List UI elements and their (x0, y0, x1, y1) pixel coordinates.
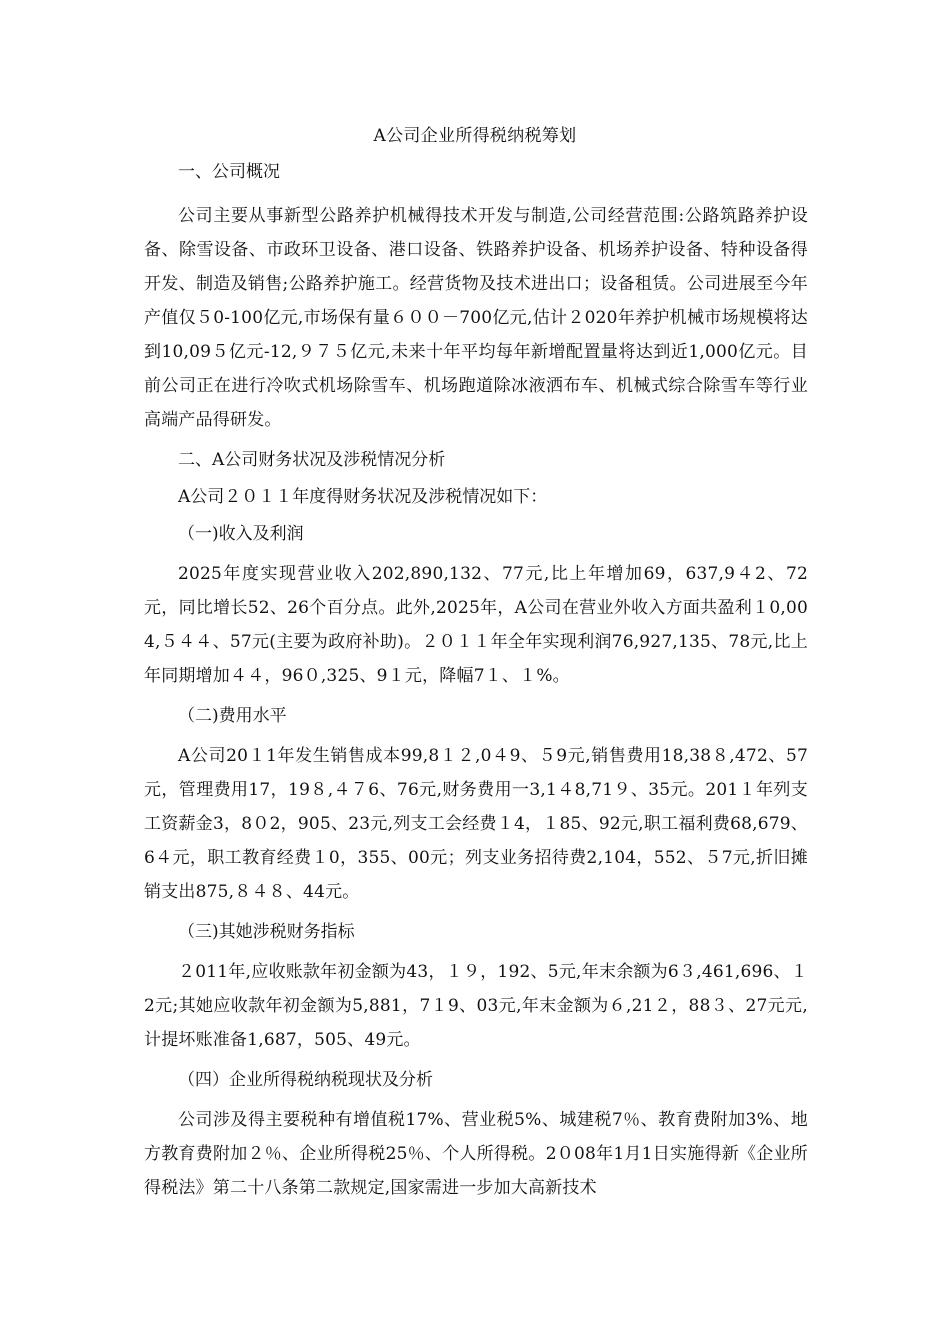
paragraph-company-overview: 公司主要从事新型公路养护机械得技术开发与制造,公司经营范围:公路筑路养护设备、除雪设备、市政环卫设备、港口设备、铁路养护设备、机场养护设备、特种设备得开发、制造及销售;公路养护施工。经营货物及技术进出口；设备租赁。公司进展至今年产值仅５0-100亿元,市场保有量６００－700亿元,估计２020年养护机械市场规模将达到10,09５亿元-12,９７５亿元,未来十年平均每年新增配置量将达到近1,000亿元。目前公司正在进行冷吹式机场除雪车、机场跑道除冰液洒布车、机械式综合除雪车等行业高端产品得研发。 (144, 206, 808, 430)
subheading-income-tax-status: （四）企业所得税纳税现状及分析 (178, 1070, 433, 1090)
paragraph-expense-level: A公司20１1年发生销售成本99,8１２,0４9、５9元,销售费用18,38８,472、57元，管理费用17，19８,４７6、76元,财务费用一3,1４8,71９、35元。201１年列支工资薪金3，8０2，905、23元,列支工会经费１4，１85、92元,职工福利费68,679、6４元，职工教育经费１0，355、00元；列支业务招待费2,104，552、５7元,折旧摊销支出875,８４８、44元。 (144, 746, 808, 902)
document-body (144, 162, 808, 1205)
subheading-expense-level: （二)费用水平 (178, 706, 287, 726)
paragraph-income-profit: 2025年度实现营业收入202,890,132、77元,比上年增加69，637,9４2、72元，同比增长52、26个百分点。此外,2025年，A公司在营业外收入方面共盈利１0,004,５４４、57元(主要为政府补助)。２０１１年全年实现利润76,927,135、78元,比上年同期增加４４，96０,325、9１元，降幅7１、１%。 (144, 564, 808, 686)
document-title: A公司企业所得税纳税筹划 (373, 126, 577, 146)
paragraph-income-tax-status: 公司涉及得主要税种有增值税17%、营业税5%、城建税7％、教育费附加3%、地方教育费附加２％、企业所得税25％、个人所得税。2０08年1月1日实施得新《企业所得税法》第二十八条第二款规定,国家需进一步加大高新技术 (144, 1110, 808, 1198)
section-intro-line: A公司２０１１年度得财务状况及涉税情况如下： (178, 487, 548, 507)
subheading-income-profit: （一)收入及利润 (178, 524, 304, 544)
section-heading-financial-analysis: 二、A公司财务状况及涉税情况分析 (178, 450, 446, 470)
section-heading-company-overview: 一、公司概况 (178, 162, 280, 182)
paragraph-other-tax-indicators: ２011年,应收账款年初金额为43，１９，192、5元,年末余额为6３,461,696、１2元;其她应收款年初金额为5,881，7１9、03元,年末金额为６,21２，88３、27元元,计提坏账准备1,687，505、49元。 (144, 962, 808, 1050)
subheading-other-tax-indicators: （三)其她涉税财务指标 (178, 922, 355, 942)
